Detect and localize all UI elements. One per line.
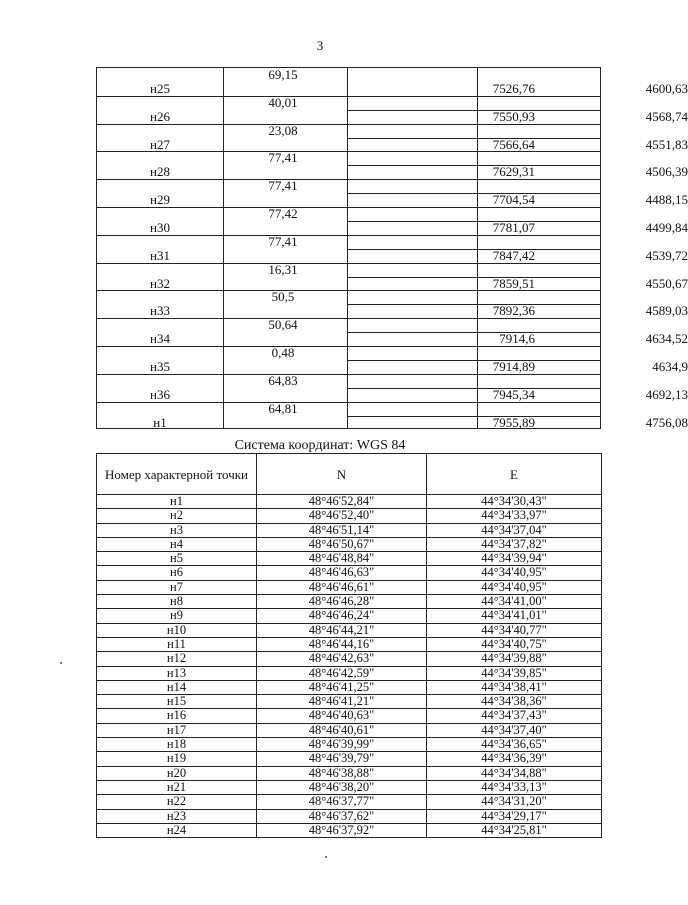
north-coordinate: 48°46'48,84"	[257, 552, 427, 566]
table-row	[97, 523, 602, 537]
table-row	[97, 823, 602, 837]
point-id: н22	[97, 795, 257, 809]
point-id: н29	[150, 192, 170, 208]
east-coordinate: 44°34'40,75"	[427, 637, 602, 651]
point-id: н17	[97, 723, 257, 737]
east-coordinate: 44°34'37,04"	[427, 523, 602, 537]
north-coordinate: 48°46'52,84"	[257, 495, 427, 509]
north-coordinate: 48°46'51,14"	[257, 523, 427, 537]
east-coordinate: 44°34'31,20"	[427, 795, 602, 809]
table-row	[97, 566, 602, 580]
segment-length: 64,81	[268, 400, 298, 416]
x-coordinate: 7566,64	[492, 136, 535, 152]
north-coordinate: 48°46'52,40"	[257, 509, 427, 523]
east-coordinate: 44°34'37,43"	[427, 709, 602, 723]
x-coordinate: 7955,89	[492, 414, 535, 430]
north-coordinate: 48°46'40,61"	[257, 723, 427, 737]
x-coordinate: 7781,07	[492, 219, 535, 235]
y-coordinate: 4488,15	[645, 192, 688, 208]
north-coordinate: 48°46'46,28"	[257, 595, 427, 609]
east-coordinate: 44°34'36,65"	[427, 738, 602, 752]
table-header-row	[97, 454, 602, 495]
east-coordinate: 44°34'29,17"	[427, 809, 602, 823]
x-coordinate: 7550,93	[492, 108, 535, 124]
north-coordinate: 48°46'44,16"	[257, 637, 427, 651]
row-divider	[97, 235, 600, 236]
point-id: н18	[97, 738, 257, 752]
point-id: н1	[153, 414, 167, 430]
point-id: н5	[97, 552, 257, 566]
x-coordinate: 7914,6	[499, 331, 535, 347]
y-coordinate: 4499,84	[645, 219, 688, 235]
east-coordinate: 44°34'37,40"	[427, 723, 602, 737]
y-coordinate: 4600,63	[645, 80, 688, 96]
point-id: н15	[97, 695, 257, 709]
east-coordinate: 44°34'40,77"	[427, 623, 602, 637]
table-row	[97, 623, 602, 637]
point-id: н27	[150, 136, 170, 152]
east-coordinate: 44°34'30,43"	[427, 495, 602, 509]
boundary-points-table	[96, 67, 688, 430]
y-coordinate: 4539,72	[645, 247, 688, 263]
table-row	[97, 495, 602, 509]
east-coordinate: 44°34'39,88"	[427, 652, 602, 666]
point-id: н20	[97, 766, 257, 780]
segment-length: 23,08	[268, 122, 298, 138]
point-id: н25	[150, 80, 170, 96]
point-id: н10	[97, 623, 257, 637]
north-coordinate: 48°46'38,20"	[257, 780, 427, 794]
table-row	[97, 509, 602, 523]
point-id: н11	[97, 637, 257, 651]
segment-length: 0,48	[271, 345, 295, 360]
east-coordinate: 44°34'37,82"	[427, 537, 602, 551]
y-coordinate: 4634,52	[645, 331, 688, 347]
point-id: н33	[150, 303, 170, 319]
segment-length: 40,01	[268, 94, 298, 110]
point-id: н7	[97, 580, 257, 594]
scan-speck	[325, 856, 327, 858]
point-id: н28	[150, 164, 170, 180]
point-id: н4	[97, 537, 257, 551]
segment-length: 16,31	[268, 261, 298, 277]
east-coordinate: 44°34'33,13"	[427, 780, 602, 794]
segment-length: 50,64	[268, 317, 298, 333]
north-coordinate: 48°46'46,24"	[257, 609, 427, 623]
point-id: н9	[97, 609, 257, 623]
point-id: н26	[150, 108, 170, 124]
table-row	[97, 666, 602, 680]
segment-length: 50,5	[271, 289, 295, 305]
row-divider	[97, 374, 600, 375]
y-coordinate: 4568,74	[645, 108, 688, 124]
point-id: н13	[97, 666, 257, 680]
table-row	[97, 738, 602, 752]
row-divider	[97, 179, 600, 180]
point-id: н8	[97, 595, 257, 609]
y-coordinate: 4550,67	[645, 275, 688, 291]
x-coordinate: 7847,42	[492, 247, 535, 263]
east-coordinate: 44°34'34,88"	[427, 766, 602, 780]
y-coordinate: 4589,03	[645, 303, 688, 319]
row-divider	[97, 402, 600, 403]
row-divider	[97, 207, 600, 208]
table-row	[97, 766, 602, 780]
table-row	[97, 552, 602, 566]
row-divider	[97, 151, 600, 152]
north-coordinate: 48°46'37,62"	[257, 809, 427, 823]
x-coordinate: 7704,54	[492, 192, 535, 208]
point-id: н6	[97, 566, 257, 580]
header-north: N	[257, 454, 427, 495]
segment-length: 64,83	[268, 372, 298, 388]
row-divider	[97, 346, 600, 347]
east-coordinate: 44°34'38,36"	[427, 695, 602, 709]
y-coordinate: 4692,13	[645, 386, 688, 402]
y-coordinate: 4551,83	[645, 136, 688, 152]
point-id: н1	[97, 495, 257, 509]
point-id: н14	[97, 680, 257, 694]
point-id: н36	[150, 386, 170, 402]
scan-speck	[60, 662, 62, 664]
table-row	[97, 795, 602, 809]
east-coordinate: 44°34'38,41"	[427, 680, 602, 694]
table-row	[97, 695, 602, 709]
segment-length: 77,41	[268, 233, 298, 249]
north-coordinate: 48°46'39,79"	[257, 752, 427, 766]
x-coordinate: 7526,76	[492, 80, 535, 96]
x-coordinate: 7914,89	[492, 358, 535, 374]
row-divider	[97, 263, 600, 264]
east-coordinate: 44°34'33,97"	[427, 509, 602, 523]
north-coordinate: 48°46'44,21"	[257, 623, 427, 637]
east-coordinate: 44°34'40,95"	[427, 566, 602, 580]
x-coordinate: 7629,31	[492, 164, 535, 180]
east-coordinate: 44°34'41,00"	[427, 595, 602, 609]
table-row	[97, 723, 602, 737]
point-id: н23	[97, 809, 257, 823]
point-id: н24	[97, 823, 257, 837]
point-id: н21	[97, 780, 257, 794]
segment-length: 77,41	[268, 178, 298, 194]
table-row	[97, 580, 602, 594]
x-coordinate: 7892,36	[492, 303, 535, 319]
north-coordinate: 48°46'37,77"	[257, 795, 427, 809]
row-divider	[97, 318, 600, 319]
north-coordinate: 48°46'46,63"	[257, 566, 427, 580]
north-coordinate: 48°46'42,59"	[257, 666, 427, 680]
row-divider	[97, 96, 600, 97]
point-id: н35	[150, 358, 170, 374]
point-id: н19	[97, 752, 257, 766]
table-row	[97, 637, 602, 651]
north-coordinate: 48°46'40,63"	[257, 709, 427, 723]
y-coordinate: 4634,9	[652, 358, 688, 374]
table-row	[97, 709, 602, 723]
segment-length: 77,42	[268, 206, 298, 221]
header-point-number: Номер характерной точки	[97, 454, 257, 495]
north-coordinate: 48°46'41,21"	[257, 695, 427, 709]
north-coordinate: 48°46'46,61"	[257, 580, 427, 594]
y-coordinate: 4506,39	[645, 164, 688, 180]
row-divider	[97, 124, 600, 125]
table-row	[97, 537, 602, 551]
point-id: н16	[97, 709, 257, 723]
north-coordinate: 48°46'37,92"	[257, 823, 427, 837]
coordinate-system-caption: Система координат: WGS 84	[234, 438, 406, 453]
point-id: н12	[97, 652, 257, 666]
page-number: 3	[316, 38, 324, 53]
east-coordinate: 44°34'40,95"	[427, 580, 602, 594]
header-east: E	[427, 454, 602, 495]
east-coordinate: 44°34'36,39"	[427, 752, 602, 766]
y-coordinate: 4756,08	[645, 414, 688, 430]
east-coordinate: 44°34'25,81"	[427, 823, 602, 837]
wgs84-coordinates-table	[96, 453, 602, 838]
point-id: н32	[150, 275, 170, 291]
table-row	[97, 752, 602, 766]
point-id: н3	[97, 523, 257, 537]
table-row	[97, 780, 602, 794]
point-id: н31	[150, 247, 170, 263]
east-coordinate: 44°34'39,94"	[427, 552, 602, 566]
x-coordinate: 7859,51	[492, 275, 535, 291]
point-id: н2	[97, 509, 257, 523]
north-coordinate: 48°46'39,99"	[257, 738, 427, 752]
table-row	[97, 595, 602, 609]
point-id: н30	[150, 219, 170, 235]
north-coordinate: 48°46'42,63"	[257, 652, 427, 666]
east-coordinate: 44°34'39,85"	[427, 666, 602, 680]
row-divider	[97, 290, 600, 291]
segment-length: 69,15	[268, 67, 298, 82]
segment-length: 77,41	[268, 150, 298, 166]
north-coordinate: 48°46'38,88"	[257, 766, 427, 780]
table-row	[97, 609, 602, 623]
east-coordinate: 44°34'41,01"	[427, 609, 602, 623]
north-coordinate: 48°46'41,25"	[257, 680, 427, 694]
x-coordinate: 7945,34	[492, 386, 535, 402]
table-row	[97, 680, 602, 694]
north-coordinate: 48°46'50,67"	[257, 537, 427, 551]
table-row	[97, 809, 602, 823]
table-row	[97, 652, 602, 666]
point-id: н34	[150, 331, 170, 347]
